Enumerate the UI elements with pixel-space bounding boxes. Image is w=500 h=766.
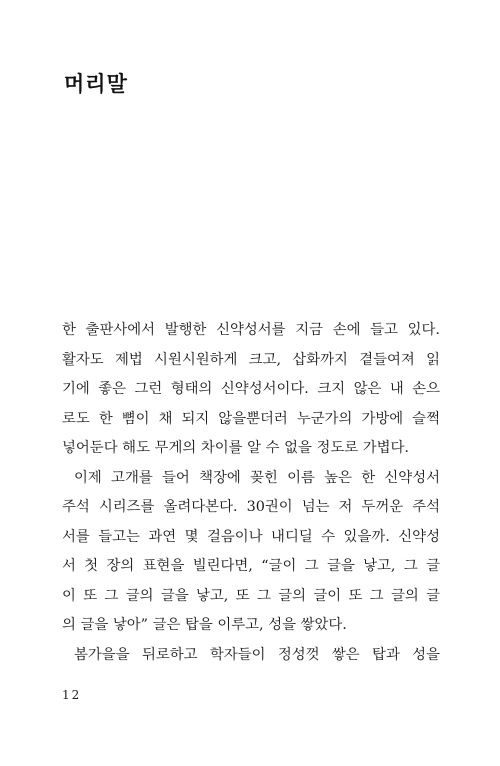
- page-title: 머리말: [64, 72, 128, 96]
- text-line: 의 글을 낳아” 글은 탑을 이루고, 성을 쌓았다.: [62, 617, 347, 633]
- text-line: 활자도 제법 시원시원하게 크고, 삽화까지 곁들여져 읽: [62, 351, 440, 368]
- text-line: 이제 고개를 들어 책장에 꽂힌 이름 높은 한 신약성서: [74, 469, 440, 486]
- text-line: 서 첫 장의 표현을 빌린다면, “글이 그 글을 낳고, 그 글: [62, 558, 440, 574]
- text-line: 이 또 그 글의 글을 낳고, 또 그 글의 글이 또 그 글의 글: [62, 587, 440, 604]
- page-number: 12: [62, 688, 82, 702]
- text-line: 한 출판사에서 발행한 신약성서를 지금 손에 들고 있다.: [62, 322, 440, 338]
- text-line: 봄가을을 뒤로하고 학자들이 정성껏 쌓은 탑과 성을: [74, 646, 440, 663]
- text-line: 기에 좋은 그런 형태의 신약성서이다. 크지 않은 내 손으: [62, 381, 440, 397]
- text-line: 넣어둔다 해도 무게의 차이를 알 수 없을 정도로 가볍다.: [62, 440, 410, 456]
- text-line: 서를 들고는 과연 몇 걸음이나 내디딜 수 있을까. 신약성: [62, 528, 440, 545]
- text-line: 주석 시리즈를 올려다본다. 30권이 넘는 저 두꺼운 주석: [62, 499, 440, 515]
- body-text: [62, 316, 440, 670]
- text-line: 로도 한 뼘이 채 되지 않을뿐더러 누군가의 가방에 슬쩍: [62, 410, 440, 427]
